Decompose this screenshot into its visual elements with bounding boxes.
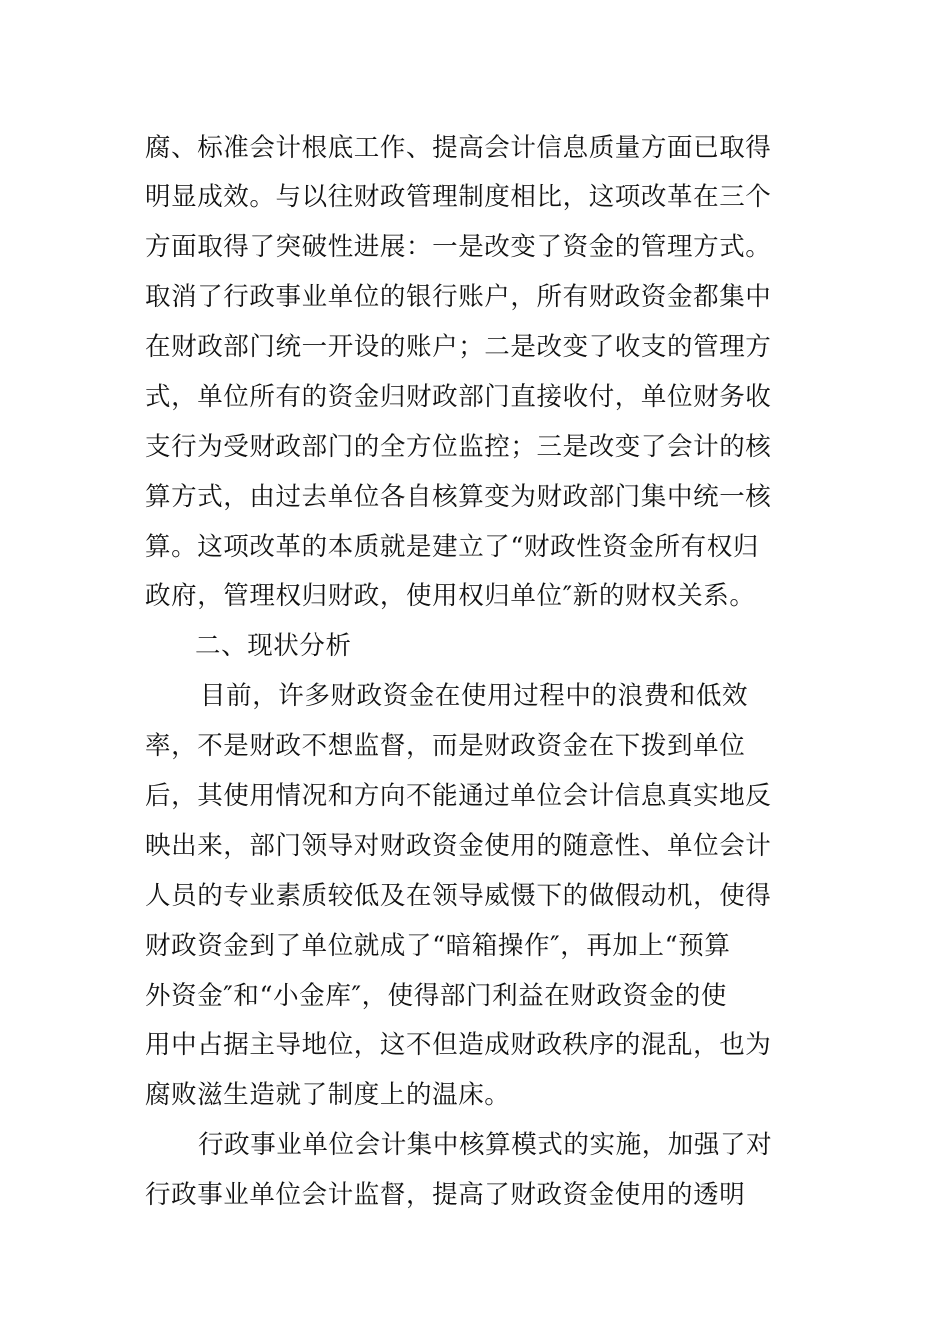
- text-line: 行政事业单位会计监督，提高了财政资金使用的透明: [145, 1180, 746, 1210]
- text-line: 算方式，由过去单位各自核算变为财政部门集中统一核: [145, 482, 772, 512]
- text-line: 式，单位所有的资金归财政部门直接收付，单位财务收: [145, 382, 772, 412]
- text-line: 映出来，部门领导对财政资金使用的随意性、单位会计: [145, 831, 772, 861]
- text-line: 后，其使用情况和方向不能通过单位会计信息真实地反: [145, 781, 772, 811]
- text-line: 政府，管理权归财政，使用权归单位″新的财权关系。: [145, 581, 756, 611]
- text-line: 支行为受财政部门的全方位监控；三是改变了会计的核: [145, 432, 772, 462]
- text-line: 取消了行政事业单位的银行账户，所有财政资金都集中: [145, 282, 772, 312]
- text-line: 目前，许多财政资金在使用过程中的浪费和低效: [200, 681, 749, 711]
- text-line: 用中占据主导地位，这不但造成财政秩序的混乱，也为: [145, 1030, 772, 1060]
- text-line: 腐败滋生造就了制度上的温床。: [145, 1080, 511, 1110]
- text-line: 外资金″和“小金库″，使得部门利益在财政资金的使: [145, 981, 727, 1011]
- text-line: 财政资金到了单位就成了“暗箱操作″，再加上“预算: [145, 931, 731, 961]
- section-heading: 二、现状分析: [195, 631, 352, 661]
- text-line: 腐、标准会计根底工作、提高会计信息质量方面已取得: [145, 133, 772, 163]
- text-line: 方面取得了突破性进展：一是改变了资金的管理方式。: [145, 232, 772, 262]
- text-line: 行政事业单位会计集中核算模式的实施，加强了对: [198, 1130, 773, 1160]
- text-line: 算。这项改革的本质就是建立了“财政性资金所有权归: [145, 532, 759, 562]
- text-line: 人员的专业素质较低及在领导威慑下的做假动机，使得: [145, 881, 772, 911]
- text-line: 在财政部门统一开设的账户；二是改变了收支的管理方: [145, 332, 772, 362]
- text-line: 明显成效。与以往财政管理制度相比，这项改革在三个: [145, 182, 772, 212]
- text-line: 率，不是财政不想监督，而是财政资金在下拨到单位: [145, 731, 746, 761]
